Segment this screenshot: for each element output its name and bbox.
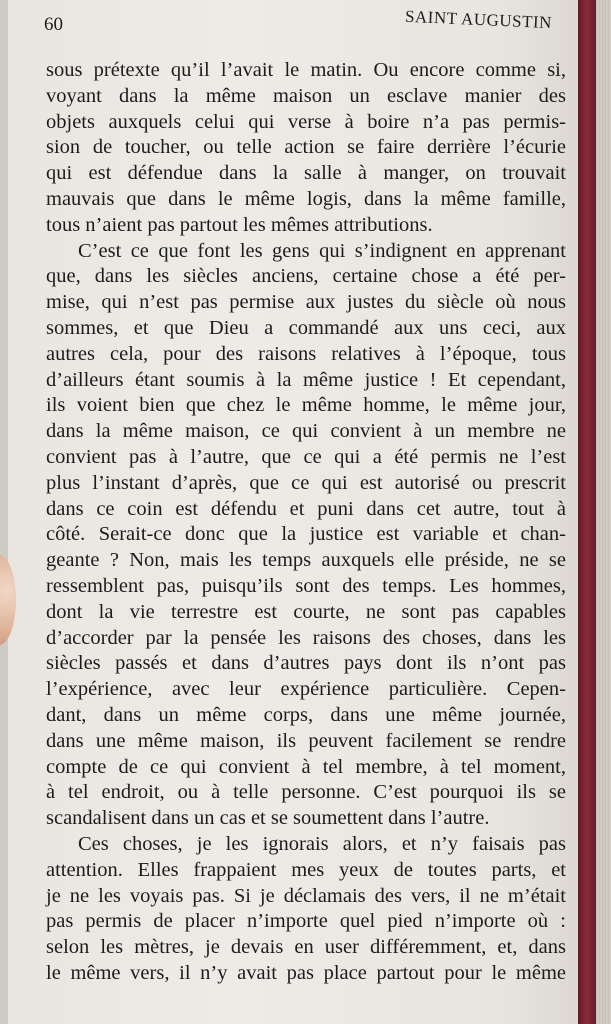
text-line: d’accorder par la pensée les raisons des choses, dans les [46,626,566,649]
text-line: côté. Serait-ce donc que la justice est variable et chan- [46,523,566,546]
text-line: Ces choses, je les ignorais alors, et n’y faisais pas [78,832,566,855]
paragraph-3 [46,832,566,987]
text-line: l’expérience, avec leur expérience particulière. Cepen- [46,678,566,701]
text-line: sion de toucher, ou telle action se faire derrière l’écurie [46,136,566,159]
text-line: dans une même maison, ils peuvent facilement se rendre [46,729,566,752]
text-line: ressemblent pas, puisqu’ils sont des temps. Les hommes, [46,574,566,597]
page-number: 60 [44,14,63,35]
text-line: convient pas à l’autre, que ce qui a été permis ne l’est [46,445,566,468]
text-line: que, dans les siècles anciens, certaine chose a été per- [46,265,566,288]
running-head: SAINT AUGUSTIN [404,6,553,33]
text-line: le même vers, il n’y avait pas place partout pour le même [46,961,566,984]
text-line: pas permis de placer n’importe quel pied n’importe où : [46,910,566,933]
text-line: ils voient bien que chez le même homme, le même jour, [46,394,566,417]
bookmark-ribbon [578,0,596,1024]
text-line: objets auxquels celui qui verse à boire n’a pas permis- [46,110,566,133]
text-line: je ne les voyais pas. Si je déclamais des vers, il ne m’était [46,884,566,907]
text-line: dont la vie terrestre est courte, ne sont pas capables [46,600,566,623]
text-line: attention. Elles frappaient mes yeux de toutes parts, et [46,858,566,881]
text-line: siècles passés et dans d’autres pays dont ils n’ont pas [46,652,566,675]
text-line: compte de ce qui convient à tel membre, à tel moment, [46,755,566,778]
text-line: autres cela, pour des raisons relatives à l’époque, tous [46,342,566,365]
text-line: plus l’instant d’après, que ce qui est autorisé ou prescrit [46,471,566,494]
text-line: sous prétexte qu’il l’avait le matin. Ou encore comme si, [46,59,566,81]
paragraph-2 [46,239,566,832]
text-line: selon les mètres, je devais en user différemment, et, dans [46,936,566,959]
text-line: mauvais que dans le même logis, dans la même famille, [46,187,566,210]
book-page [8,0,582,1024]
text-line: à tel endroit, ou à telle personne. C’est pourquoi ils se [46,781,566,804]
text-line: scandalisent dans un cas et se soumettent dans l’autre. [46,807,490,830]
text-line: sommes, et que Dieu a commandé aux uns ceci, aux [46,316,566,339]
text-line: tous n’aient pas partout les mêmes attributions. [46,213,433,236]
page-edges [596,0,611,1024]
text-line: voyant dans la même maison un esclave manier des [46,84,566,107]
text-line: dant, dans un même corps, dans une même journée, [46,703,566,726]
body-text [46,58,566,987]
text-line: geante ? Non, mais les temps auxquels elle préside, ne se [46,549,566,572]
text-line: C’est ce que font les gens qui s’indignent en apprenant [78,239,566,262]
text-line: mise, qui n’est pas permise aux justes du siècle où nous [46,291,566,314]
text-line: d’ailleurs étant soumis à la même justice ! Et cependant, [46,368,566,391]
text-line: qui est défendue dans la salle à manger, on trouvait [46,162,566,185]
paragraph-1 [46,58,566,239]
text-line: dans ce coin est défendu et puni dans cet autre, tout à [46,497,566,520]
text-line: dans la même maison, ce qui convient à un membre ne [46,420,566,443]
